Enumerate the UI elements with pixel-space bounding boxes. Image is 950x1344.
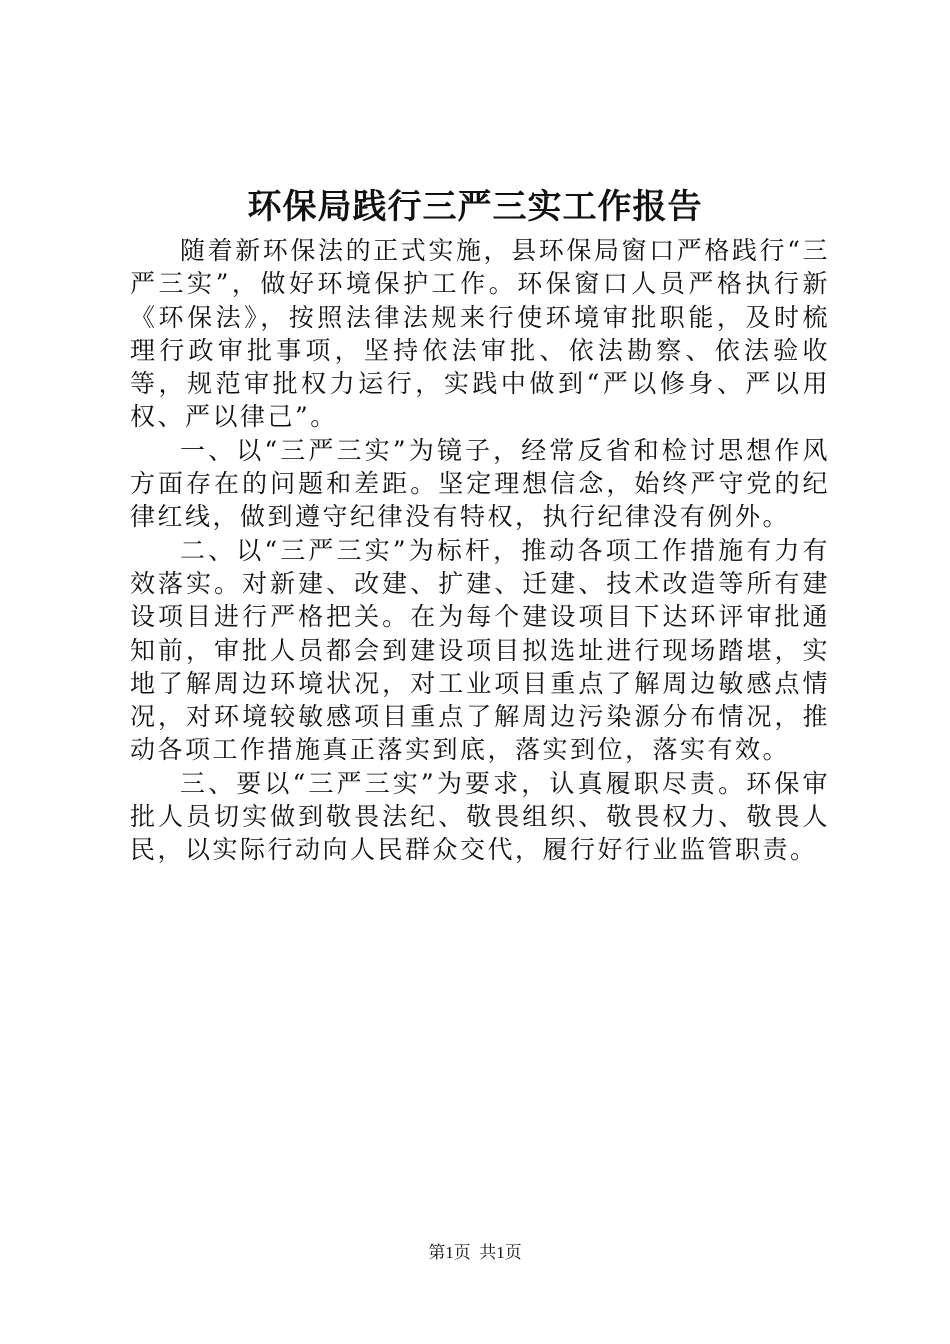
paragraph-intro: 随着新环保法的正式实施，县环保局窗口严格践行“三严三实”，做好环境保护工作。环保窗口人员严格执行新《环保法》，按照法律法规来行使环境审批职能，及时梳理行政审批事项，坚持依法审批、依法勘察、依法验收等，规范审批权力运行，实践中做到“严以修身、严以用权、严以律己”。: [130, 236, 830, 432]
page-footer: [0, 1241, 950, 1265]
paragraph-point-three: 三、要以“三严三实”为要求，认真履职尽责。环保审批人员切实做到敬畏法纪、敬畏组织、敬畏权力、敬畏人民，以实际行动向人民群众交代，履行好行业监管职责。: [130, 768, 830, 865]
paragraph-point-one: 一、以“三严三实”为镜子，经常反省和检讨思想作风方面存在的问题和差距。坚定理想信念，始终严守党的纪律红线，做到遵守纪律没有特权，执行纪律没有例外。: [130, 435, 830, 532]
document-title: 环保局践行三严三实工作报告: [247, 187, 703, 227]
page-number: 第1页: [428, 1243, 471, 1262]
page-total: 共1页: [479, 1243, 522, 1262]
document-body: [130, 234, 830, 867]
paragraph-point-two: 二、以“三严三实”为标杆，推动各项工作措施有力有效落实。对新建、改建、扩建、迁建、技术改造等所有建设项目进行严格把关。在为每个建设项目下达环评审批通知前，审批人员都会到建设项目拟选址进行现场踏堪，实地了解周边环境状况，对工业项目重点了解周边敏感点情况，对环境较敏感项目重点了解周边污染源分布情况，推动各项工作措施真正落实到底，落实到位，落实有效。: [130, 535, 830, 765]
